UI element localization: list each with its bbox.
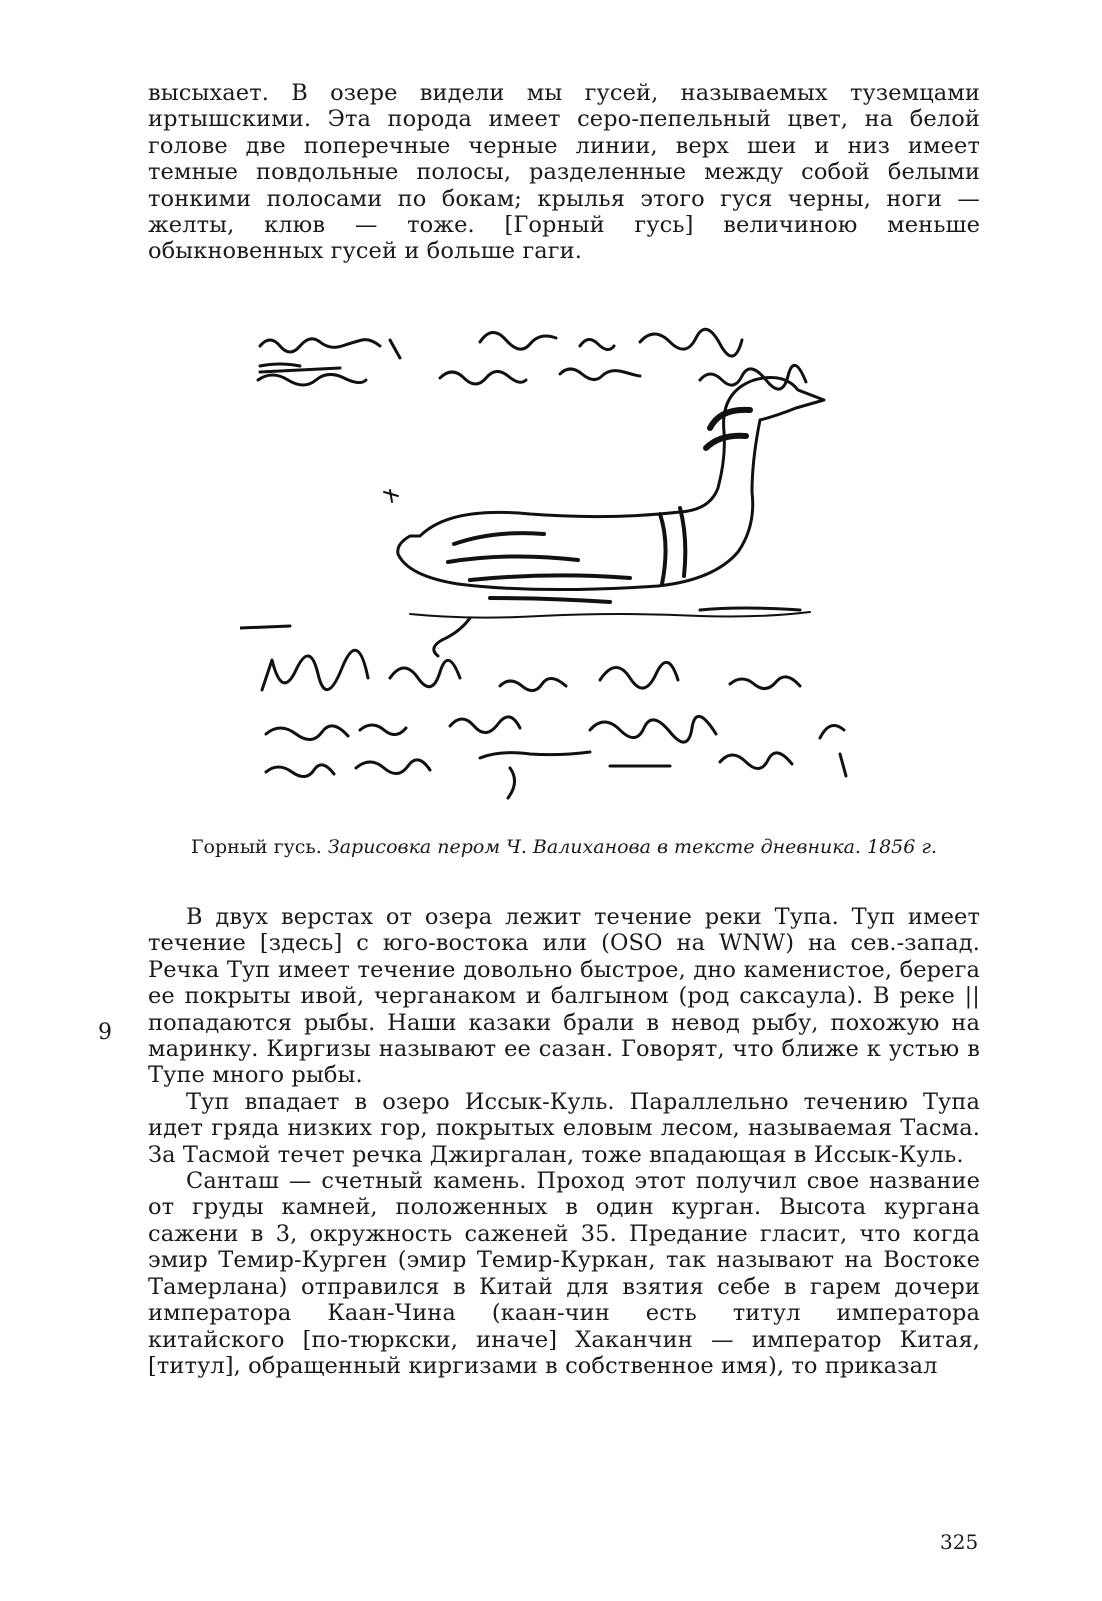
caption-description: Зарисовка пером Ч. Валиханова в тексте дневника. 1856 г. — [327, 836, 938, 858]
handwriting-bottom — [262, 650, 846, 798]
figure-caption — [148, 836, 980, 858]
paragraph-issyk-kul: Туп впадает в озеро Иссык-Куль. Параллельно течению Тупа идет гряда низких гор, покрытых еловым лесом, называемая Тасма. За Тасмой течет речка Джиргалан, тоже впадающая в Иссык-Куль. — [148, 1088, 980, 1168]
caption-title: Горный гусь. — [190, 836, 322, 858]
goose-sketch-image — [240, 318, 880, 808]
goose-drawing — [240, 378, 824, 656]
goose-sketch-figure — [240, 318, 880, 808]
paragraph-continuation: высыхает. В озере видели мы гусей, называемых туземцами иртышскими. Эта порода имеет серо-пепельный цвет, на белой голове две поперечные черные линии, верх шеи и низ имеет темные повдольные полосы, разделенные между собой белыми тонкими полосами по бокам; крылья этого гуся черны, ноги — желты, клюв — тоже. [Горный гусь] величиною меньше обыкновенных гусей и больше гаги. — [148, 80, 980, 265]
body-text — [148, 904, 980, 1379]
margin-page-marker: 9 — [98, 1020, 112, 1045]
paragraph-tup-river: В двух верстах от озера лежит течение реки Тупа. Туп имеет течение [здесь] с юго-востока или (OSO на WNW) на сев.-запад. Речка Туп имеет течение довольно быстрое, дно каменистое, берега ее покрыты ивой, черганаком и балгыном (род саксаула). В реке || попадаются рыбы. Наши казаки брали в невод рыбу, похожую на маринку. Киргизы называют ее сазан. Говорят, что ближе к устью в Тупе много рыбы. — [148, 904, 980, 1089]
page-number: 325 — [940, 1530, 979, 1554]
top-paragraph — [148, 80, 980, 265]
handwriting-top — [258, 329, 806, 389]
paragraph-santash: Санташ — счетный камень. Проход этот получил свое название от груды камней, положенных в один курган. Высота кургана сажени в 3, окружность саженей 35. Предание гласит, что когда эмир Темир-Курген (эмир Темир-Куркан, так называют на Востоке Тамерлана) отправился в Китай для взятия себе в гарем дочери императора Каан-Чина (каан-чин есть титул императора китайского [по-тюркски, иначе] Хаканчин — император Китая, [титул], обращенный киргизами в собственное имя), то приказал — [148, 1168, 980, 1379]
